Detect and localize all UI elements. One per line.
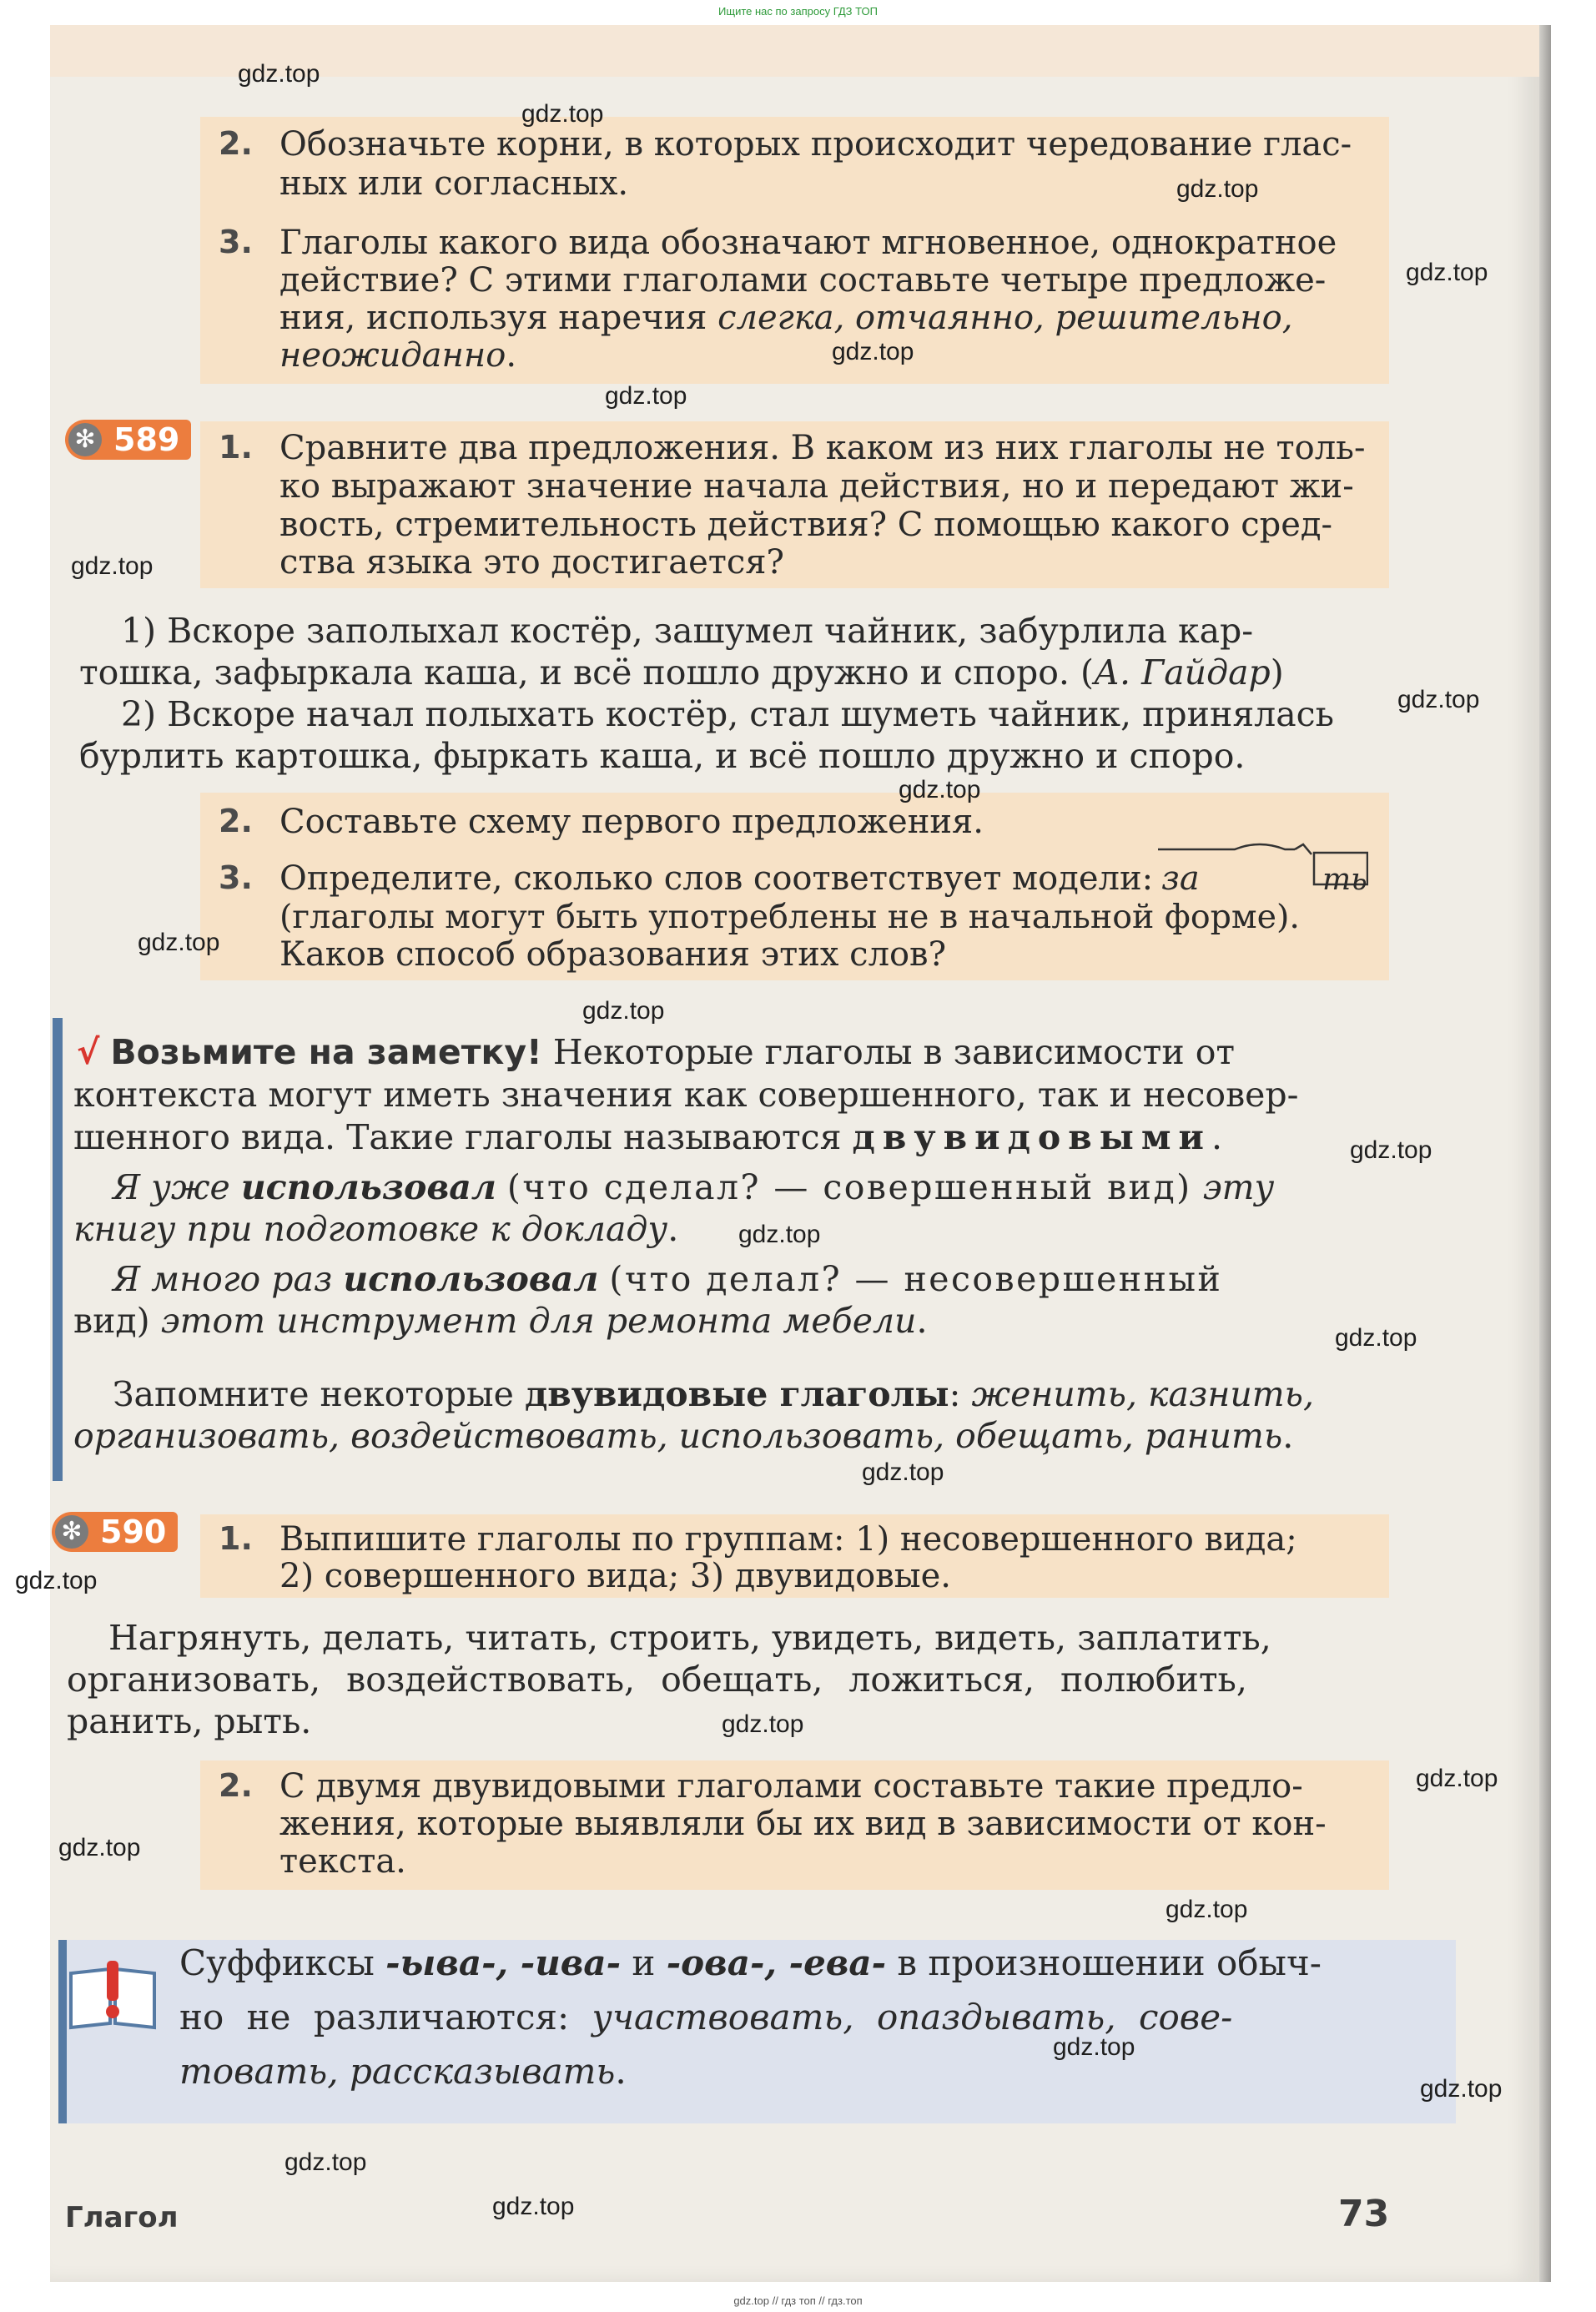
task589-item3-line2: (глаголы могут быть употреблены не в начальной форме). <box>279 898 1300 936</box>
exclamation-book-icon <box>67 1957 159 2032</box>
watermark-link[interactable]: gdz.top <box>832 338 914 365</box>
task-flower-icon: ✻ <box>55 1515 88 1549</box>
watermark-link[interactable]: gdz.top <box>1416 1765 1498 1792</box>
watermark-link[interactable]: gdz.top <box>1166 1896 1248 1923</box>
sentence1-text: тошка, зафыркала каша, и всё пошло дружно и споро. ( <box>79 652 1094 693</box>
task590-item2-line2: жения, которые выявляли бы их вид в зависимости от кон- <box>279 1805 1327 1843</box>
note-line3-text: шенного вида. Такие глаголы называются <box>73 1117 842 1157</box>
task590-item2-line3: текста. <box>279 1842 406 1881</box>
task589-item3-line3: Каков способ образования этих слов? <box>279 935 947 974</box>
ex2-start: Я много раз <box>113 1259 333 1299</box>
check-icon: √ <box>77 1032 100 1072</box>
watermark-link[interactable]: gdz.top <box>1335 1324 1417 1352</box>
task589-number-badge <box>65 420 191 460</box>
note-example1-line2 <box>73 1210 678 1248</box>
task589-item1-line1: Сравните два предложения. В каком из них глаголы не толь- <box>279 429 1366 467</box>
watermark-link[interactable]: gdz.top <box>15 1567 98 1594</box>
note-line1-rest: Некоторые глаголы в зависимости от <box>552 1032 1236 1072</box>
remember-list1: женить, казнить, <box>971 1374 1314 1414</box>
note-accent-bar <box>53 1018 63 1481</box>
bottom-note: gdz.top // гдз топ // гдз.топ <box>733 2294 863 2307</box>
task590-words-line1: Нагрянуть, делать, читать, строить, увидеть, видеть, заплатить, <box>108 1618 1271 1658</box>
task589-item2-text: Составьте схему первого предложения. <box>279 803 984 841</box>
rule-line1-start: Суффиксы <box>179 1942 375 1983</box>
task-flower-icon: ✻ <box>68 423 102 456</box>
scheme-prefix: за <box>1161 859 1200 898</box>
remember-list2: организовать, воздействовать, использовать, обещать, ранить <box>73 1416 1283 1456</box>
watermark-link[interactable]: gdz.top <box>738 1221 821 1248</box>
note-term-dual-aspect: двувидовыми <box>852 1117 1211 1157</box>
watermark-link[interactable]: gdz.top <box>1350 1136 1432 1164</box>
task589-number: 589 <box>113 421 180 458</box>
task589-item1-line4: ства языка это достигается? <box>279 543 784 582</box>
rule-line2-examples: участвовать, опаздывать, сове- <box>592 1997 1233 2037</box>
watermark-link[interactable]: gdz.top <box>1420 2075 1503 2103</box>
sentence2-line1: 2) Вскоре начал полыхать костёр, стал шуметь чайник, принялась <box>121 694 1334 734</box>
watermark-link[interactable]: gdz.top <box>58 1834 141 1861</box>
task590-number-badge <box>52 1512 178 1552</box>
watermark-link[interactable]: gdz.top <box>582 997 665 1025</box>
prev-item2-line1: Обозначьте корни, в которых происходит чередование глас- <box>279 125 1352 164</box>
ex2-line2-b: этот инструмент для ремонта мебели <box>160 1301 917 1341</box>
watermark-link[interactable]: gdz.top <box>492 2193 575 2220</box>
note-example2-line1 <box>113 1260 1222 1298</box>
watermark-link[interactable]: gdz.top <box>1406 259 1488 286</box>
task590-words-line2: организовать, воздействовать, обещать, ложиться, полюбить, <box>67 1660 1247 1700</box>
task589-item1-line3: вость, стремительность действия? С помощью какого сред- <box>279 506 1333 544</box>
watermark-link[interactable]: gdz.top <box>862 1458 944 1486</box>
task589-item1-number: 1. <box>219 429 253 466</box>
sentence1-author: А. Гайдар <box>1093 652 1271 693</box>
ex2-line2-a: вид) <box>73 1301 150 1341</box>
watermark-link[interactable]: gdz.top <box>899 776 981 803</box>
ex2-question: (что делал? — несовершенный <box>609 1259 1223 1299</box>
sentence1-line2 <box>79 653 1284 692</box>
rule-line1-and: и <box>632 1942 656 1983</box>
top-search-note: Ищите нас по запросу ГДЗ ТОП <box>718 5 878 18</box>
watermark-link[interactable]: gdz.top <box>1176 175 1259 203</box>
watermark-link[interactable]: gdz.top <box>71 552 154 580</box>
rule-line2-start: но не различаются: <box>179 1997 570 2037</box>
watermark-link[interactable]: gdz.top <box>1397 686 1480 713</box>
rule-line1 <box>179 1944 1322 1982</box>
watermark-link[interactable]: gdz.top <box>521 100 604 128</box>
task590-item1-line1: Выпишите глаголы по группам: 1) несовершенного вида; <box>279 1520 1297 1559</box>
prev-item3-last-end: . <box>506 336 517 375</box>
task589-item1-line2: ко выражают значение начала действия, но и передают жи- <box>279 467 1354 506</box>
rule-line1-end: в произношении обыч- <box>897 1942 1322 1983</box>
note-remember-line1 <box>113 1375 1314 1413</box>
ex2-verb: использовал <box>343 1259 599 1299</box>
note-line2: контекста могут иметь значения как совершенного, так и несовер- <box>73 1075 1299 1115</box>
task590-item1-number: 1. <box>219 1520 253 1557</box>
page-number: 73 <box>1338 2193 1390 2235</box>
rule-line3 <box>179 2053 627 2091</box>
watermark-link[interactable]: gdz.top <box>1053 2033 1135 2061</box>
note-line3 <box>73 1118 1222 1156</box>
remember-colon: : <box>949 1374 961 1414</box>
sentence1-line1: 1) Вскоре заполыхал костёр, зашумел чайник, забурлила кар- <box>121 611 1254 651</box>
ex1-end: эту <box>1202 1167 1275 1207</box>
task590-item2-number: 2. <box>219 1767 253 1804</box>
prev-item3-number: 3. <box>219 224 253 260</box>
remember-end: . <box>1282 1416 1294 1456</box>
watermark-link[interactable]: gdz.top <box>284 2148 367 2176</box>
task590-number: 590 <box>100 1514 167 1550</box>
note-line1 <box>77 1033 1235 1071</box>
ex1-question: (что сделал? — совершенный вид) <box>506 1167 1192 1207</box>
ex1-start: Я уже <box>113 1167 230 1207</box>
note-remember-line2 <box>73 1417 1293 1455</box>
scheme-ending: ть <box>1322 863 1367 897</box>
prev-item3-line3 <box>279 299 1292 337</box>
task590-words-line3: ранить, рыть. <box>67 1701 312 1741</box>
prev-item3-line1: Глаголы какого вида обозначают мгновенное, однократное <box>279 224 1337 262</box>
task589-item3-line1: Определите, сколько слов соответствует модели: <box>279 859 1154 898</box>
rule-suffixes-2: -ова-, -ева- <box>666 1942 887 1983</box>
rule-line2 <box>179 1998 1232 2037</box>
rule-suffixes-1: -ыва-, -ива- <box>385 1942 621 1983</box>
sentence2-line2: бурлить картошка, фыркать каша, и всё пошло дружно и споро. <box>79 736 1246 776</box>
rule-line3-examples: товать, рассказывать <box>179 2051 616 2092</box>
prev-item3-adverbs: слегка, отчаянно, решительно, <box>717 299 1293 337</box>
note-example2-line2 <box>73 1302 928 1340</box>
sentence1-end: ) <box>1270 652 1284 693</box>
prev-item3-line2: действие? С этими глаголами составьте четыре предложе- <box>279 261 1327 300</box>
ex1-line2-end: . <box>667 1209 679 1249</box>
task590-item1-line2: 2) совершенного вида; 3) двувидовые. <box>279 1557 951 1595</box>
watermark-link[interactable]: gdz.top <box>722 1710 804 1738</box>
task589-item2-number: 2. <box>219 803 253 839</box>
section-title: Глагол <box>65 2201 179 2234</box>
note-title: Возьмите на заметку! <box>110 1032 542 1072</box>
ex1-line2: книгу при подготовке к докладу <box>73 1209 668 1249</box>
rule-line3-end: . <box>615 2051 627 2092</box>
note-example1-line1 <box>113 1168 1274 1206</box>
prev-item3-last-adverb: неожиданно <box>279 336 506 375</box>
remember-term: двувидовые глаголы <box>524 1374 949 1414</box>
task590-item2-line1: С двумя двувидовыми глаголами составьте такие предло- <box>279 1767 1303 1806</box>
prev-item2-number: 2. <box>219 125 253 162</box>
note-line3-end: . <box>1211 1117 1223 1157</box>
remember-start: Запомните некоторые <box>113 1374 514 1414</box>
task589-item3-number: 3. <box>219 859 253 896</box>
ex2-line2-end: . <box>916 1301 928 1341</box>
page-edge <box>1539 25 1551 2282</box>
prev-item2-line2: ных или согласных. <box>279 164 629 203</box>
watermark-link[interactable]: gdz.top <box>238 60 320 88</box>
prev-item3-line4 <box>279 336 516 375</box>
prev-item3-line3-text: ния, используя наречия <box>279 299 707 337</box>
rule-accent-bar <box>58 1940 67 2123</box>
ex1-verb: использовал <box>240 1167 496 1207</box>
watermark-link[interactable]: gdz.top <box>138 929 220 956</box>
watermark-link[interactable]: gdz.top <box>605 382 687 410</box>
